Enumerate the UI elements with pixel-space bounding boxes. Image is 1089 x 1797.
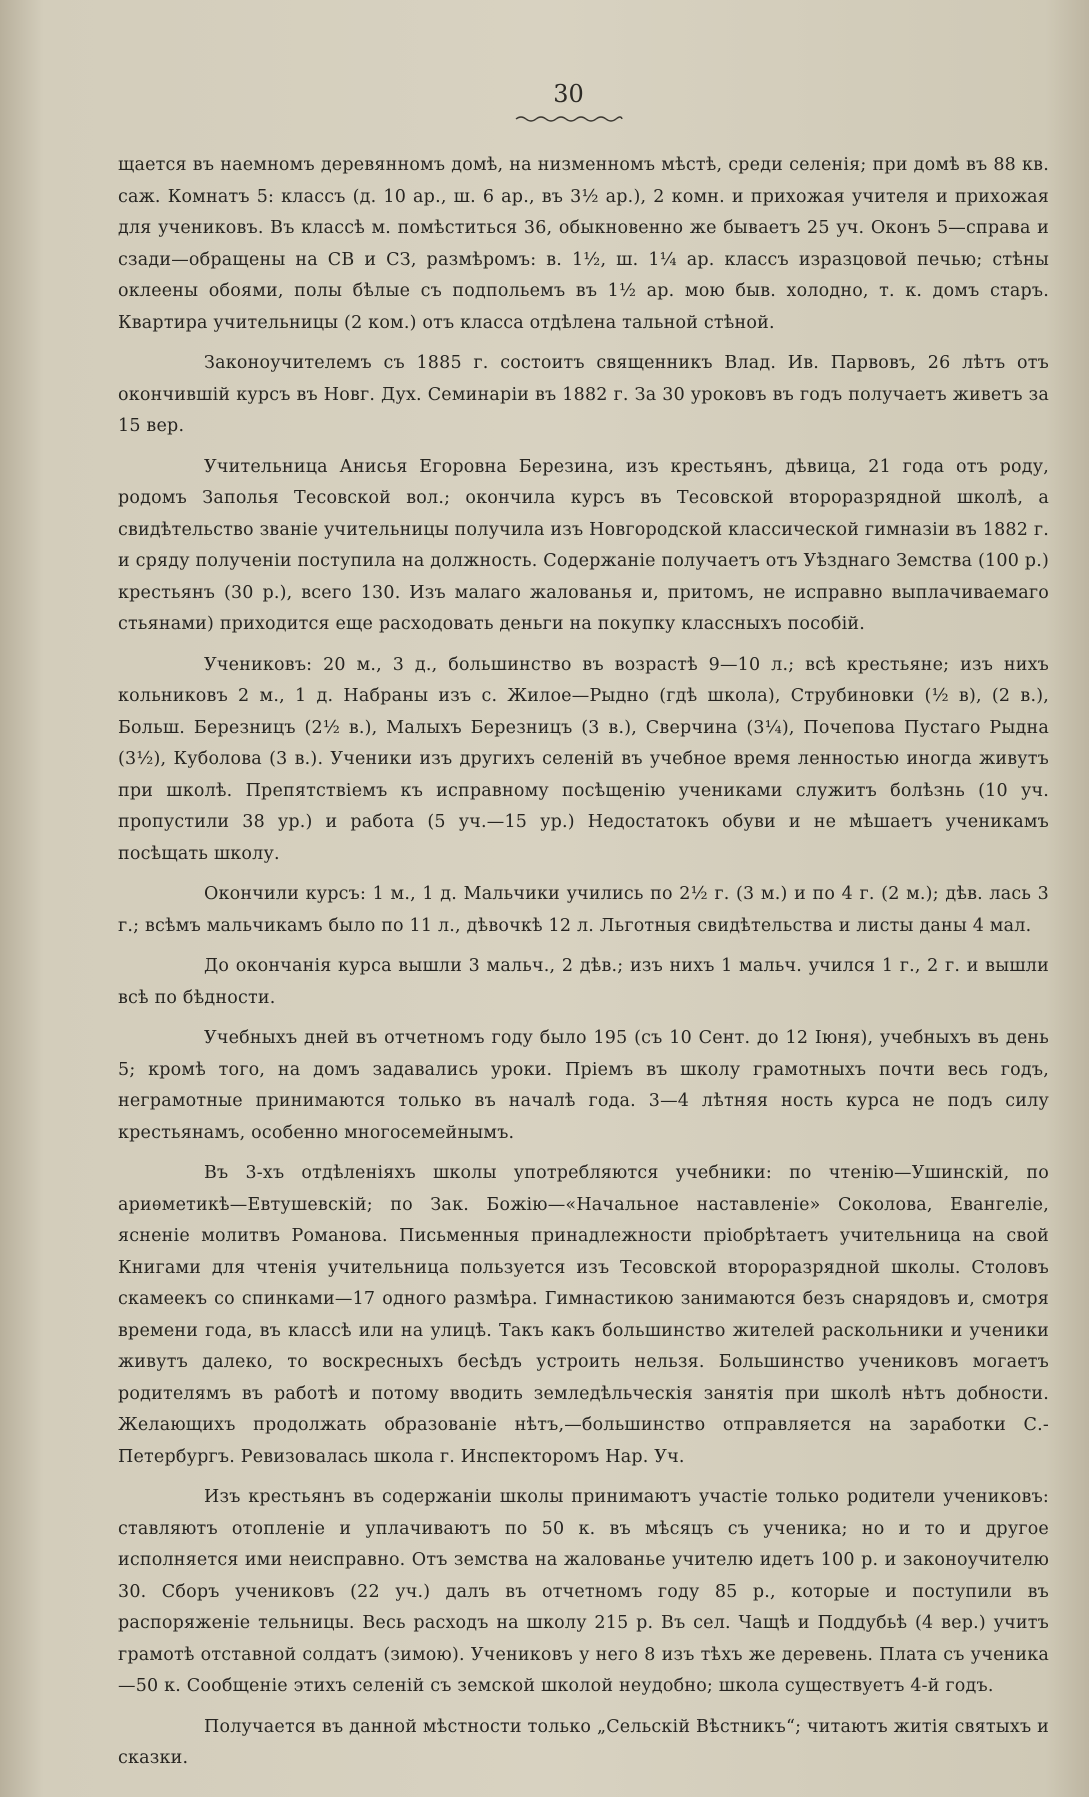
paragraph-school-building: щается въ наемномъ деревянномъ домѣ, на низменномъ мѣстѣ, среди селенія; при домѣ въ 88 кв. саж. Комнатъ 5: классъ (д. 10 ар., ш. 6 ар., въ 3½ ар.), 2 комн. и прихожая учителя и прихожая для учениковъ. Въ классѣ м. помѣститься 36, обыкновенно же бываетъ 25 уч. Оконъ 5—справа и сзади—обращены на СВ и СЗ, размѣромъ: в. 1½, ш. 1¼ ар. классъ изразцовой печью; стѣны оклеены обоями, полы бѣлые съ подпольемъ въ 1½ ар. мою быв. холодно, т. к. домъ старъ. Квартира учительницы (2 ком.) отъ класса отдѣлена тальной стѣной. bbox=[118, 155, 1049, 333]
paragraph-pupils: Учениковъ: 20 м., 3 д., большинство въ возрастѣ 9—10 л.; всѣ крестьяне; изъ нихъ кольниковъ 2 м., 1 д. Набраны изъ с. Жилое—Рыдно (гдѣ школа), Струбиновки (½ в), (2 в.), Больш. Березницъ (2½ в.), Малыхъ Березницъ (3 в.), Сверчина (3¼), Почепова Пустаго Рыдна (3½), Куболова (3 в.). Ученики изъ другихъ селеній въ учебное время ленностью иногда живутъ при школѣ. Препятствіемъ къ исправному посѣщенію учениками служитъ болѣзнь (10 уч. пропустили 38 ур.) и работа (5 уч.—15 ур.) Недостатокъ обуви и не мѣшаетъ ученикамъ посѣщать школу. bbox=[118, 654, 1049, 864]
paragraph-graduates: Окончили курсъ: 1 м., 1 д. Мальчики учились по 2½ г. (3 м.) и по 4 г. (2 м.); дѣв. лась 3 г.; всѣмъ мальчикамъ было по 11 л., дѣвочкѣ 12 л. Льготныя свидѣтельства и листы даны 4 мал. bbox=[118, 884, 1049, 936]
paragraph-school-days: Учебныхъ дней въ отчетномъ году было 195 (съ 10 Сент. до 12 Іюня), учебныхъ въ день 5; кромѣ того, на домъ задавались уроки. Пріемъ въ школу грамотныхъ почти весь годъ, неграмотные принимаются только въ началѣ года. 3—4 лѣтняя ность курса не подъ силу крестьянамъ, особенно многосемейнымъ. bbox=[118, 1028, 1049, 1143]
page-number: 30 bbox=[553, 80, 584, 108]
paragraph-religion-teacher: Законоучителемъ съ 1885 г. состоитъ священникъ Влад. Ив. Парвовъ, 26 лѣтъ отъ окончившій курсъ въ Новг. Дух. Семинаріи въ 1882 г. За 30 уроковъ въ годъ получаетъ живетъ за 15 вер. bbox=[118, 353, 1049, 436]
paragraph-reading-material: Получается въ данной мѣстности только „Сельскій Вѣстникъ“; читаютъ житія святыхъ и сказки. bbox=[118, 1716, 1049, 1768]
paragraph-funding: Изъ крестьянъ въ содержаніи школы принимаютъ участіе только родители учениковъ: ставляютъ отопленіе и уплачиваютъ по 50 к. въ мѣсяцъ съ ученика; но и то и другое исполняется ими неисправно. Отъ земства на жалованье учителю идетъ 100 р. и законоучителю 30. Сборъ учениковъ (22 уч.) далъ въ отчетномъ году 85 р., которые и поступили въ распоряженіе тельницы. Весь расходъ на школу 215 р. Въ сел. Чащѣ и Поддубьѣ (4 вер.) учитъ грамотѣ отставной солдатъ (зимою). Учениковъ у него 8 изъ тѣхъ же деревень. Плата съ ученика—50 к. Сообщеніе этихъ селеній съ земской школой неудобно; школа существуетъ 4-й годъ. bbox=[118, 1487, 1049, 1696]
paragraph-textbooks: Въ 3-хъ отдѣленіяхъ школы употребляются учебники: по чтенію—Ушинскій, по ариѳметикѣ—Евтушевскій; по Зак. Божію—«Начальное наставленіе» Соколова, Евангеліе, ясненіе молитвъ Романова. Письменныя принадлежности пріобрѣтаетъ учительница на свой Книгами для чтенія учительница пользуется изъ Тесовской второразрядной школы. Столовъ скамеекъ со спинками—17 одного размѣра. Гимнастикою занимаются безъ снарядовъ и, смотря времени года, въ классѣ или на улицѣ. Такъ какъ большинство жителей раскольники и ученики живутъ далеко, то воскресныхъ бесѣдъ устроить нельзя. Большинство учениковъ могаетъ родителямъ въ работѣ и потому вводить земледѣльческія занятія при школѣ нѣтъ добности. Желающихъ продолжать образованіе нѣтъ,—большинство отправляется на заработки С.-Петербургъ. Ревизовалась школа г. Инспекторомъ Нар. Уч. bbox=[118, 1163, 1049, 1467]
paragraph-dropouts: До окончанія курса вышли 3 мальч., 2 дѣв.; изъ нихъ 1 мальч. учился 1 г., 2 г. и вышли всѣ по бѣдности. bbox=[118, 956, 1049, 1008]
paragraph-teacher: Учительница Анисья Егоровна Березина, изъ крестьянъ, дѣвица, 21 года отъ роду, родомъ Заполья Тесовской вол.; окончила курсъ въ Тесовской второразрядной школѣ, а свидѣтельство званіе учительницы получила изъ Новгородской классической гимназіи въ 1882 г. и сряду полученіи поступила на должность. Содержаніе получаетъ отъ Уѣзднаго Земства (100 р.) крестьянъ (30 р.), всего 130. Изъ малаго жалованья и, притомъ, не исправно выплачиваемаго стьянами) приходится еще расходовать деньги на покупку классныхъ пособій. bbox=[118, 456, 1049, 634]
wavy-rule-ornament bbox=[514, 114, 654, 124]
